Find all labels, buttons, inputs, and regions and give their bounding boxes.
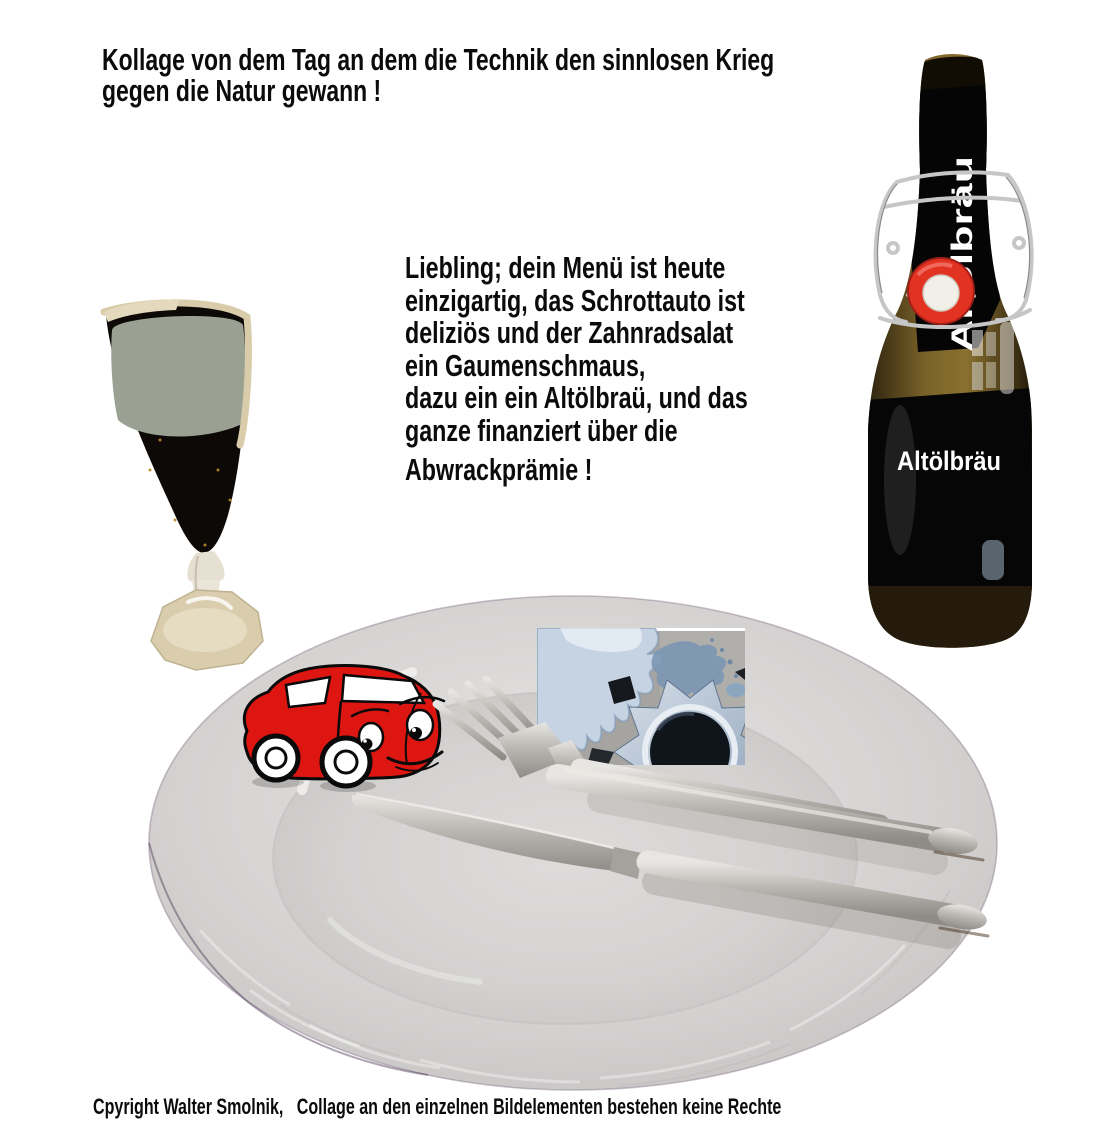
menu-line-3: deliziös und der Zahnradsalat	[405, 315, 734, 350]
menu-text	[405, 252, 748, 487]
splatter-blob	[726, 683, 746, 697]
cartoon-car	[244, 665, 444, 792]
title-line-2: gegen die Natur gewann !	[102, 73, 382, 108]
copyright-line: Cpyright Walter Smolnik, Collage an den einzelnen Bildelementen bestehen keine Rechte	[93, 1094, 782, 1119]
glass-foot-center	[163, 608, 247, 652]
liquid-surface	[111, 316, 245, 437]
car-rear-wheel	[254, 736, 298, 780]
menu-punchline: Abwrackprämie !	[405, 452, 593, 487]
glass-stem-bulge	[187, 551, 224, 584]
menu-line-2: einzigartig, das Schrottauto ist	[405, 282, 745, 318]
goblet-glass	[104, 299, 263, 670]
collage-title	[102, 44, 774, 106]
beer-bottle	[864, 54, 1036, 656]
menu-line-4: ein Gaumenschmaus,	[405, 347, 646, 383]
menu-line-1: Liebling; dein Menü ist heute	[405, 250, 726, 285]
menu-line-5: dazu ein ein Altölbraü, und das	[405, 380, 748, 415]
bottle-body-label: Altölbräu	[897, 446, 1001, 476]
menu-line-6: ganze finanziert über die	[405, 412, 678, 448]
bottle-bottom-dark	[864, 586, 1036, 656]
swing-top-stopper	[908, 258, 974, 324]
title-line-1: Kollage von dem Tag an dem die Technik den sinnlosen Krieg	[102, 42, 775, 77]
